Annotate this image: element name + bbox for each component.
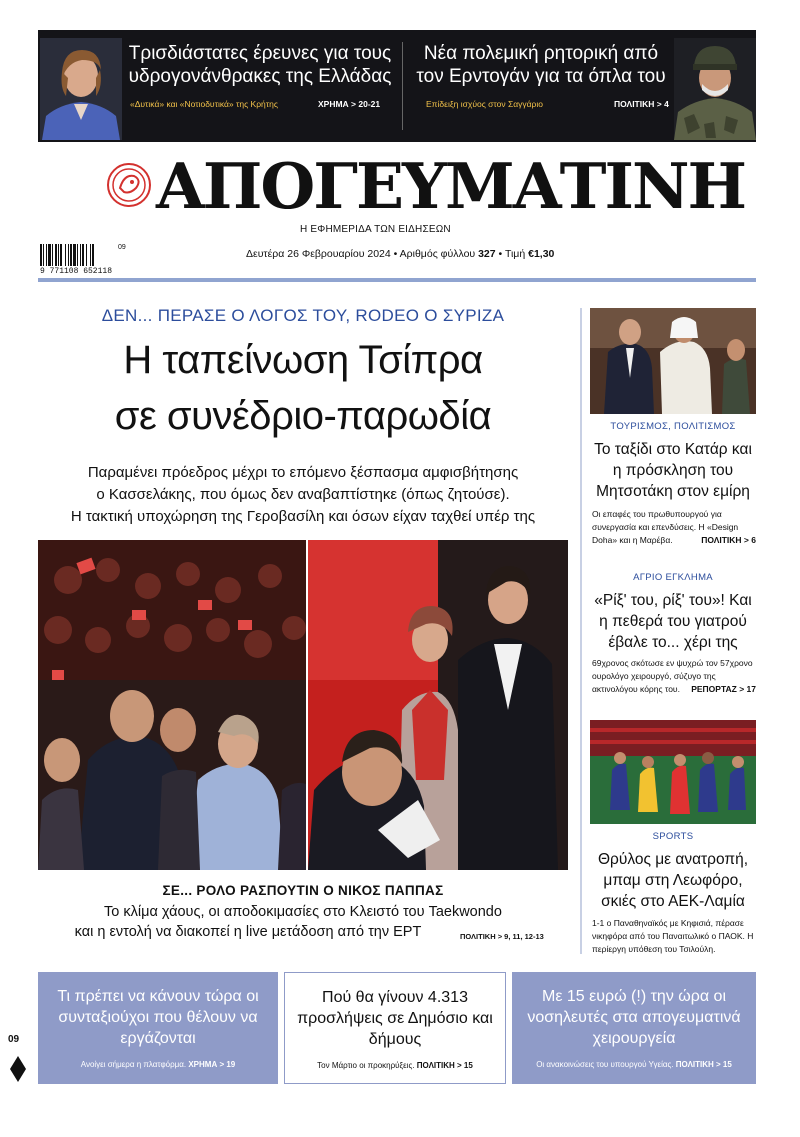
teaser-hydrocarbons[interactable]: [38, 30, 402, 142]
barcode-issue: 09: [118, 244, 126, 251]
sidebar-category: ΑΓΡΙΟ ΕΓΚΛΗΜΑ: [633, 572, 713, 583]
teaser-photo-minister: [40, 38, 122, 140]
headline-line: Η ταπείνωση Τσίπρα: [123, 338, 483, 382]
caption-line: και η εντολή να διακοπεί η live μετάδοση από την ΕΡΤ: [74, 924, 422, 940]
sidebar-divider: [580, 308, 582, 954]
bottom-page-ref: ΧΡΗΜΑ > 19: [188, 1060, 236, 1069]
sidebar-photo-qatar[interactable]: [590, 308, 756, 414]
page-number: 09: [8, 1034, 20, 1045]
deck-line: Η τακτική υποχώρηση της Γεροβασίλη και όσων είχαν ταχθεί υπέρ της: [70, 508, 536, 525]
bottom-headline: Πού θα γίνουν 4.313 προσλήψεις σε Δημόσιο και δήμους: [297, 989, 493, 1048]
sidebar-text: [592, 657, 756, 696]
teaser-subline: Επίδειξη ισχύος στον Σαγγάριο: [426, 99, 544, 109]
deck-line: ο Κασσελάκης, που όμως δεν αναβαπτίστηκε (όπως ζητούσε).: [96, 486, 510, 503]
diamond-icon: [10, 1056, 26, 1082]
bottom-box-hirings[interactable]: [284, 972, 506, 1084]
bottom-sub-text: Ανοίγει σήμερα η πλατφόρμα.: [80, 1060, 187, 1069]
teaser-headline: Τρισδιάστατες έρευνες για τους υδρογονάνθρακες της Ελλάδας: [128, 43, 392, 87]
teaser-page-ref: ΠΟΛΙΤΙΚΗ > 4: [614, 99, 669, 109]
headline-line: σε συνέδριο-παρωδία: [114, 394, 492, 438]
issue-number: 327: [478, 248, 496, 260]
sidebar-headline[interactable]: Θρύλος με ανατροπή, μπαμ στη Λεωφόρο, σκιές στο ΑΕΚ-Λαμία: [597, 851, 749, 910]
sidebar-photo-football[interactable]: [590, 720, 756, 824]
caption-page-ref: ΠΟΛΙΤΙΚΗ > 9, 11, 12-13: [460, 932, 544, 941]
bottom-headline: Τι πρέπει να κάνουν τώρα οι συνταξιούχοι που θέλουν να εργάζονται: [57, 988, 259, 1047]
sidebar-headline[interactable]: Το ταξίδι στο Κατάρ και η πρόσκληση του Μητσοτάκη στον εμίρη: [594, 441, 752, 500]
bottom-page-ref: ΠΟΛΙΤΙΚΗ > 15: [675, 1060, 732, 1069]
sidebar-summary: 1-1 ο Παναθηναϊκός με Κηφισιά, πέρασε νικηφόρα από του Παναιτωλικό ο ΠΑΟΚ. Η περίεργη υπόθεση του Τσιλούλη.: [592, 918, 754, 954]
edition-line: Δευτέρα 26 Φεβρουαρίου 2024 • Αριθμός φύλλου 327 • Τιμή €1,30: [246, 248, 555, 260]
masthead-tagline: Η ΕΦΗΜΕΡΙΔΑ ΤΩΝ ΕΙΔΗΣΕΩΝ: [300, 224, 451, 235]
newspaper-logo-icon[interactable]: [106, 162, 152, 208]
bottom-subline: [289, 1061, 501, 1070]
bottom-subline: [42, 1060, 274, 1069]
edition-date: Δευτέρα 26 Φεβρουαρίου 2024: [246, 248, 391, 260]
bottom-sub-text: Τον Μάρτιο οι προκηρύξεις.: [317, 1061, 415, 1070]
price-label: Τιμή: [504, 248, 526, 260]
teaser-erdogan[interactable]: [402, 30, 756, 142]
photo-congress-crowd[interactable]: [38, 540, 306, 870]
main-deck: [40, 462, 566, 528]
bottom-sub-text: Οι ανακοινώσεις του υπουργού Υγείας.: [536, 1060, 674, 1069]
bottom-page-ref: ΠΟΛΙΤΙΚΗ > 15: [416, 1061, 473, 1070]
issue-label: Αριθμός φύλλου: [399, 248, 476, 260]
price: €1,30: [528, 248, 555, 260]
main-kicker: ΔΕΝ... ΠΕΡΑΣΕ Ο ΛΟΓΟΣ ΤΟΥ, RODEO Ο ΣΥΡΙΖΑ: [101, 306, 505, 325]
caption-kicker: ΣΕ... ΡΟΛΟ ΡΑΣΠΟΥΤΙΝ Ο ΝΙΚΟΣ ΠΑΠΠΑΣ: [162, 883, 444, 898]
barcode-number: 9 771108 652118: [40, 267, 113, 276]
teaser-photo-erdogan: [674, 38, 756, 140]
sidebar-category: ΤΟΥΡΙΣΜΟΣ, ΠΟΛΙΤΙΣΜΟΣ: [610, 421, 736, 432]
bottom-subline: [516, 1060, 752, 1069]
sidebar-text: [592, 917, 756, 956]
bottom-headline: Με 15 ευρώ (!) την ώρα οι νοσηλευτές στα απογευματινά χειρουργεία: [527, 988, 741, 1047]
top-banner: [38, 30, 756, 142]
teaser-subline: «Δυτικά» και «Νοτιοδυτικά» της Κρήτης: [130, 99, 278, 109]
bottom-box-pensioners[interactable]: [38, 972, 278, 1084]
caption-line: Το κλίμα χάους, οι αποδοκιμασίες στο Κλειστό του Taekwondo: [104, 904, 502, 920]
masthead-rule: [38, 278, 756, 282]
sidebar-headline[interactable]: «Ρίξ' του, ρίξ' του»! Και η πεθερά του γιατρού έβαλε το... χέρι της: [594, 592, 752, 651]
bottom-box-nurses[interactable]: [512, 972, 756, 1084]
sidebar-summary: Οι επαφές του πρωθυπουργού για συνεργασία και επενδύσεις. Η «Design Doha» και η Μαρέβα.: [592, 509, 739, 545]
deck-line: Παραμένει πρόεδρος μέχρι το επόμενο ξέσπασμα αμφισβήτησης: [87, 464, 519, 481]
sidebar-summary: 69χρονος σκότωσε εν ψυχρώ τον 57χρονο ουρολόγο χειρουργό, σύζυγο της ακτινολόγου κόρης του.: [592, 658, 753, 694]
sidebar-category: SPORTS: [652, 831, 694, 842]
teaser-headline: Νέα πολεμική ρητορική από τον Ερντογάν για τα όπλα του: [416, 43, 666, 87]
sidebar-page-ref: ΠΟΛΙΤΙΚΗ > 6: [701, 535, 756, 545]
masthead-title[interactable]: ΑΠΟΓΕΥΜΑΤΙΝΗ: [156, 149, 746, 223]
sidebar-page-ref: ΡΕΠΟΡΤΑΖ > 17: [691, 684, 756, 694]
photo-tsipras-kasselakis[interactable]: [308, 540, 568, 870]
main-headline[interactable]: [38, 332, 568, 444]
teaser-page-ref: ΧΡΗΜΑ > 20-21: [318, 99, 381, 109]
barcode-icon: [40, 244, 122, 266]
sidebar-text: [592, 508, 756, 547]
